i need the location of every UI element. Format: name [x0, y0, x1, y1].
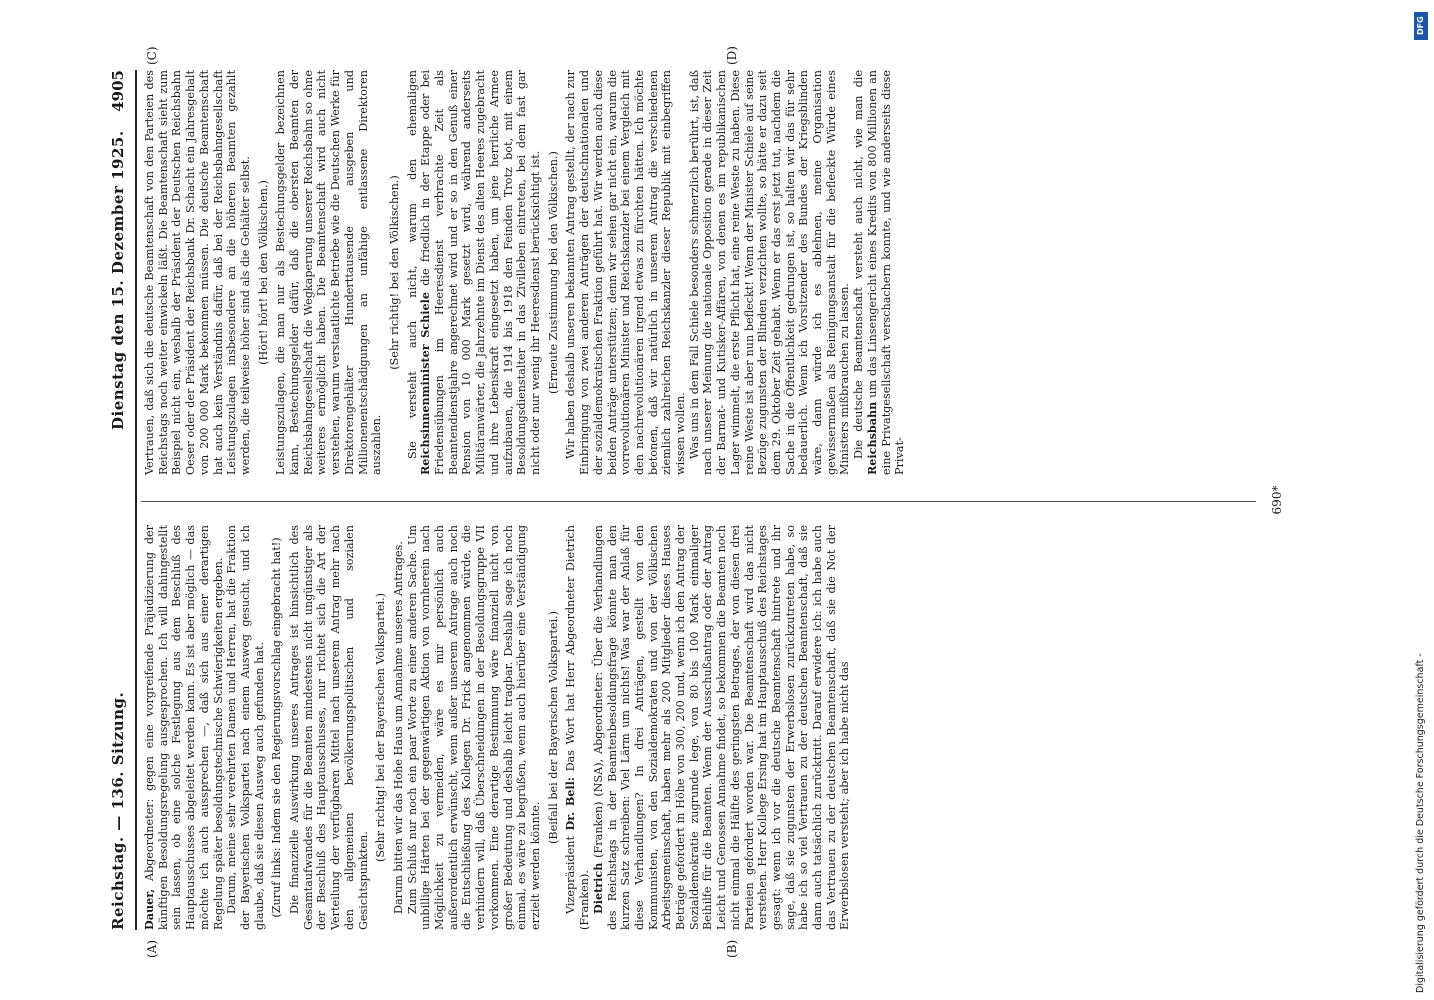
paragraph: Was uns in dem Fall Schiele besonders schmerzlich berührt, ist, daß nach unserer Meinung die nationale Opposition gerade in dieser Zeit der Barmat- und Kutisker-Affären, von denen es im republikanischen Lager wimmelt, die erste Pflicht hat, eine reine Weste zu haben. Diese reine Weste ist aber nun befleckt! Wenn der Minister Schiele auf seine Bezüge zugunsten der Blinden verzichten wollte, so hätte er dazu seit dem 29. Oktober Zeit gehabt. Wenn er das erst jetzt tut, nachdem die Sache in die Öffentlichkeit gedrungen ist, so halten wir das für sehr bedauerlich. Wenn ich Vorsitzender des Bundes der Kriegsblinden wäre, dann würde ich es ablehnen, meine Organisation gewissermaßen als Reinigungsanstalt für die befleckte Würde eines Ministers mißbrauchen zu lassen.: [687, 70, 852, 475]
speaker-name: Dr. Bell:: [563, 776, 578, 831]
speaker-name: Dietrich: [590, 862, 605, 914]
margin-mark-b: (B): [725, 939, 739, 958]
paragraph: Zum Schluß nur noch ein paar Worte zu einer anderen Sache. Um unbillige Härten bei der gegenwärtigen Aktion von vornherein nach Möglichkeit zu vermeiden, wäre es mir persönlich auch außerordentlich erwünscht, wenn außer unserem Antrage auch noch die Entschließung des Kollegen Dr. Frick angenommen würde, die verhindern will, daß Überschneidungen in der Besoldungsgruppe VII vorkommen. Eine derartige Bestimmung wäre finanziell nicht von großer Bedeutung und deshalb leicht tragbar. Deshalb sage ich noch einmal, es wäre zu begrüßen, wenn auch hierüber eine Verständigung erzielt werden könnte.: [405, 525, 542, 930]
column-divider: [141, 501, 1256, 502]
speaker-name: Dauer,: [142, 888, 156, 930]
margin-mark-d: (D): [725, 46, 739, 65]
interjection: (Beifall bei der Bayerischen Volkspartei.): [546, 611, 560, 844]
interjection: (Sehr richtig! bei den Völkischen.): [387, 175, 401, 370]
role-label: Vizepräsident: [564, 836, 578, 914]
speaker-name: Reichsbahn: [864, 401, 879, 475]
funding-notice: Digitalisierung gefördert durch die Deutsche Forschungsgemeinschaft -: [1415, 653, 1426, 993]
margin-mark-a: (A): [145, 939, 159, 958]
interjection: (Hört! hört! bei den Völkischen.): [256, 180, 270, 365]
paragraph: Die finanzielle Auswirkung unseres Antrages ist hinsichtlich des Gesamtaufwandes für die Beamten mindestens nicht ungünstiger als der Beschluß des Hauptausschusses, nur richtet sich die Art der Verteilung der verfügbaren Mittel nach unserem Antrag mehr nach den allgemeinen bevölkerungspolitischen und sozialen Gesichtspunkten.: [288, 525, 370, 930]
interjection: (Sehr richtig! bei der Bayerischen Volkspartei.): [374, 592, 388, 863]
paragraph: Sie versteht auch nicht, warum den ehemaligen: [405, 70, 419, 459]
paragraph: die friedlich in der Etappe oder bei Friedensübungen im Heeresdienst verbrachte Zeit als Beamtendienstjahre angerechnet wird und er so in den Genuß einer Pension von 10 000 Mark gesetzt wird, während anderseits Militäranwärter, die Jahrzehnte im Dienst des alten Heeres zugebracht und ihre Lebenskraft eingesetzt haben, um jene herrliche Armee aufzubauen, die 1914 bis 1918 den Feinden Trotz bot, mit einem Besoldungsdienstalter in das Zivilleben eintreten, bei dem fast gar nicht oder nur wenig ihr Heeresdienst berücksichtigt ist.: [419, 70, 542, 475]
paragraph: Wir haben deshalb unseren bekannten Antrag gestellt, der nach zur Einbringung von zwei anderen Anträgen der deutschnationalen und der sozialdemokratischen Fraktion geführt hat. Wir werden auch diese beiden Anträge unterstützen; denn wir sehen gar nicht ein, warum die vorrevolutionären Minister und Reichskanzler bei einem Vergleich mit den nachrevolutionären irgend etwas zu fürchten hätten. Ich möchte betonen, daß wir natürlich in unserem Antrag die verschiedenen ziemlich zahlreichen Reichskanzler dieser Republik mit einbegriffen wissen wollen.: [564, 70, 688, 475]
dfg-logo: DFG: [1414, 12, 1428, 40]
speaker-name: Reichsinnenminister Schiele: [418, 292, 433, 475]
paragraph: Darum bitten wir das Hohe Haus um Annahme unseres Antrages.: [391, 541, 405, 914]
header-left: Reichstag. — 136. Sitzung.: [109, 691, 127, 930]
page-number: 4905: [109, 70, 127, 112]
paragraph: Abgeordneter: gegen eine vorgreifende Präjudizierung der künftigen Besoldungsregelung ausgesprochen. Ich will dahingestellt sein lassen, ob eine solche Festlegung aus dem Beschluß des Hauptausschusses abgeleitet werden kann. Es ist aber möglich — das möchte ich auch aussprechen —, daß sich aus einer derartigen Regelung später besoldungstechnische Schwierigkeiten ergeben.: [143, 525, 225, 930]
paragraph: (Franken) (NSA), Abgeordneter: Über die Verhandlungen des Reichstags in der Beamtenbesoldungsfrage könnte man den kurzen Satz schreiben: Viel Lärm um nichts! Was war der Anlaß für diese Verhandlungen? In drei Anträgen, gestellt von den Kommunisten, von den Sozialdemokraten und von der Völkischen Arbeitsgemeinschaft, haben mehr als 200 Mitglieder dieses Hauses Beträge gefordert in Höhe von 300, 200 und, wenn ich den Antrag der Sozialdemokratie zugrunde lege, von 80 bis 100 Mark einmaliger Beihilfe für die Beamten. Wenn der Ausschußantrag oder der Antrag Leicht und Genossen Annahme findet, so bekommen die Beamten noch nicht einmal die Hälfte des geringsten Betrages, der von diesen drei Parteien gefordert worden war. Die Beamtenschaft wird das nicht verstehen. Herr Kollege Ersing hat im Hauptausschuß des Reichstages gesagt: wenn ich vor die deutsche Beamtenschaft hintrete und ihr sage, daß sie zugunsten der Erwerbslosen zurückzutreten habe, so habe ich so viel Vertrauen zu der deutschen Beamtenschaft, daß sie dann auch tatsächlich zurücktritt. Darauf erwidere ich: ich habe auch das Vertrauen zu der deutschen Beamtenschaft, daß sie die Not der Erwerbslosen versteht; aber ich habe nicht das: [591, 525, 852, 930]
rotated-page: [105, 46, 1315, 958]
paragraph: Darum, meine sehr verehrten Damen und Herren, hat die Fraktion der Bayerischen Volkspartei nach einem Ausweg gesucht, und ich glaube, daß sie diesen Ausweg auch gefunden hat.: [225, 525, 266, 930]
paragraph: Die deutsche Beamtenschaft versteht auch nicht, wie man die: [852, 70, 866, 459]
header-date: Dienstag den 15. Dezember 1925.: [109, 130, 127, 430]
dfg-sidebar: [1412, 8, 1430, 993]
margin-mark-c: (C): [145, 46, 159, 65]
page-header: [105, 70, 135, 930]
interjection: (Erneute Zustimmung bei den Völkischen.): [546, 151, 560, 394]
paragraph: Leistungszulagen, die man nur als Bestechungsgelder bezeichnen kann, Bestechungsgelder dafür, daß die obersten Beamten der Reichsbahngesellschaft die Wegkaperung unserer Reichsbahn so ohne weiteres ermöglicht haben. Die Beamtenschaft wird auch nicht verstehen, warum verstaatlichte Betriebe wie die Deutschen Werke für Direktorengehälter Hunderttausende ausgeben und Millionenentschädigungen an unfähige entlassene Direktoren auszahlen.: [274, 70, 384, 475]
paragraph: um das Linsengericht eines Kredits von 800 Millionen an eine Privatgesellschaft verschachern konnte, und wie anderseits diese Privat-: [865, 70, 907, 475]
right-column: [143, 70, 907, 475]
left-column: [143, 525, 852, 930]
interjection: (Zuruf links: Indem sie den Regierungsvorschlag eingebracht hat!): [270, 537, 284, 918]
paragraph: Vertrauen, daß sich die deutsche Beamtenschaft von den Parteien des Reichstags noch weiter einwickeln läßt. Die Beamtenschaft sieht zum Beispiel nicht ein, weshalb der Präsident der Deutschen Reichsbahn Oeser oder der Präsident der Reichsbank Dr. Schacht ein Jahresgehalt von 200 000 Mark bekommen müssen. Die deutsche Beamtenschaft hat auch kein Verständnis dafür, daß bei der Reichsbahngesellschaft Leistungszulagen insbesondere an die höheren Beamten gezahlt werden, die teilweise höher sind als die Gehälter selbst.: [143, 70, 252, 475]
sheet-signature: 690*: [1270, 485, 1284, 515]
header-rule: [135, 70, 137, 930]
paragraph: Das Wort hat Herr Abgeordneter Dietrich (Franken).: [564, 525, 592, 930]
